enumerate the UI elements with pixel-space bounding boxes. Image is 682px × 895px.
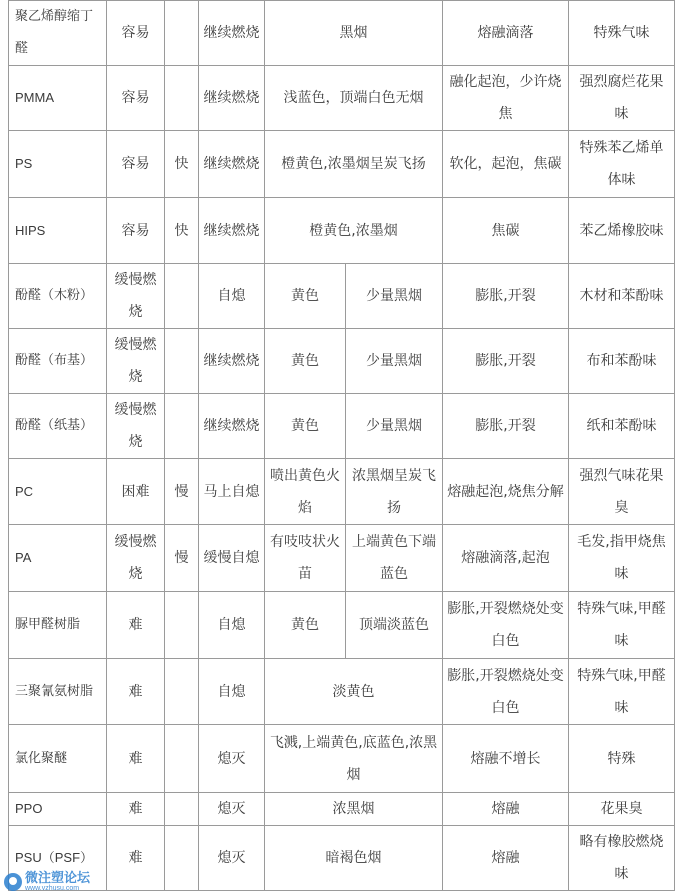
ignition-cell: 缓慢燃烧 [107,394,165,459]
table-row [9,592,675,659]
ignition-cell: 难 [107,725,165,793]
melt-state-cell: 熔融 [443,826,569,891]
ignition-cell: 容易 [107,131,165,198]
flame-description-cell: 橙黄色,浓墨烟呈炭飞扬 [265,131,443,198]
smoke-cell: 上端黄色下端蓝色 [346,525,443,592]
flame-color-cell: 黄色 [265,329,346,394]
burn-speed-cell [165,66,199,131]
ignition-cell: 困难 [107,459,165,525]
watermark-text [25,872,90,892]
melt-state-cell: 熔融 [443,793,569,826]
ignition-cell: 容易 [107,1,165,66]
melt-state-cell: 软化，起泡，焦碳 [443,131,569,198]
after-flame-cell: 熄灭 [199,725,265,793]
flame-description-cell: 黑烟 [265,1,443,66]
burn-speed-cell [165,793,199,826]
plastic-burning-table [8,0,675,891]
melt-state-cell: 融化起泡，少许烧焦 [443,66,569,131]
odor-cell: 强烈气味花果臭 [569,459,675,525]
after-flame-cell: 继续燃烧 [199,66,265,131]
odor-cell: 木材和苯酚味 [569,264,675,329]
odor-cell: 布和苯酚味 [569,329,675,394]
after-flame-cell: 继续燃烧 [199,1,265,66]
burn-speed-cell [165,725,199,793]
material-name-cell: HIPS [9,198,107,264]
ignition-cell: 难 [107,793,165,826]
burn-speed-cell: 慢 [165,525,199,592]
ignition-cell: 缓慢燃烧 [107,329,165,394]
burn-speed-cell [165,659,199,725]
after-flame-cell: 马上自熄 [199,459,265,525]
material-name-cell: 酚醛（布基） [9,329,107,394]
table-row [9,725,675,793]
odor-cell: 毛发,指甲烧焦味 [569,525,675,592]
table-row [9,264,675,329]
smoke-cell: 少量黑烟 [346,394,443,459]
material-name-cell: 酚醛（纸基） [9,394,107,459]
melt-state-cell: 膨胀,开裂 [443,394,569,459]
after-flame-cell: 继续燃烧 [199,329,265,394]
material-name-cell: 三聚氰氨树脂 [9,659,107,725]
table-row [9,826,675,891]
watermark-title: 微注塑论坛 [25,871,91,886]
material-name-cell: PA [9,525,107,592]
ignition-cell: 容易 [107,66,165,131]
flame-description-cell: 橙黄色,浓墨烟 [265,198,443,264]
melt-state-cell: 熔融滴落 [443,1,569,66]
melt-state-cell: 熔融滴落,起泡 [443,525,569,592]
ignition-cell: 容易 [107,198,165,264]
ignition-cell: 缓慢燃烧 [107,525,165,592]
melt-state-cell: 焦碳 [443,198,569,264]
material-name-cell: PS [9,131,107,198]
ignition-cell: 难 [107,659,165,725]
flame-color-cell: 有吱吱状火苗 [265,525,346,592]
table-row [9,66,675,131]
material-name-cell: 氯化聚醚 [9,725,107,793]
odor-cell: 强烈腐烂花果味 [569,66,675,131]
after-flame-cell: 自熄 [199,659,265,725]
burn-speed-cell [165,592,199,659]
ignition-cell: 缓慢燃烧 [107,264,165,329]
odor-cell: 苯乙烯橡胶味 [569,198,675,264]
watermark-url: www.vzhusu.com [25,885,80,892]
flame-color-cell: 黄色 [265,264,346,329]
smoke-cell: 少量黑烟 [346,329,443,394]
material-name-cell: PMMA [9,66,107,131]
material-name-cell: PPO [9,793,107,826]
odor-cell: 特殊 [569,725,675,793]
odor-cell: 特殊苯乙烯单体味 [569,131,675,198]
flame-description-cell: 浅蓝色，顶端白色无烟 [265,66,443,131]
after-flame-cell: 继续燃烧 [199,198,265,264]
burn-speed-cell [165,826,199,891]
burn-speed-cell [165,264,199,329]
table-row [9,329,675,394]
melt-state-cell: 膨胀,开裂 [443,264,569,329]
flame-description-cell: 飞溅,上端黄色,底蓝色,浓黑烟 [265,725,443,793]
watermark [4,871,90,893]
melt-state-cell: 熔融起泡,烧焦分解 [443,459,569,525]
material-name-cell: PC [9,459,107,525]
table-row [9,131,675,198]
flame-description-cell: 浓黑烟 [265,793,443,826]
table-row [9,659,675,725]
melt-state-cell: 膨胀,开裂燃烧处变白色 [443,592,569,659]
table-row [9,198,675,264]
flame-color-cell: 黄色 [265,592,346,659]
after-flame-cell: 缓慢自熄 [199,525,265,592]
burn-speed-cell: 慢 [165,459,199,525]
after-flame-cell: 自熄 [199,592,265,659]
after-flame-cell: 熄灭 [199,793,265,826]
burn-speed-cell: 快 [165,131,199,198]
odor-cell: 特殊气味,甲醛味 [569,592,675,659]
melt-state-cell: 膨胀,开裂 [443,329,569,394]
table-body [9,1,675,891]
material-name-cell: PSU（PSF） [9,826,107,891]
odor-cell: 特殊气味 [569,1,675,66]
table-row [9,394,675,459]
flame-description-cell: 暗褐色烟 [265,826,443,891]
burn-speed-cell [165,1,199,66]
after-flame-cell: 自熄 [199,264,265,329]
flame-description-cell: 淡黄色 [265,659,443,725]
after-flame-cell: 熄灭 [199,826,265,891]
forum-logo-icon [4,873,22,891]
odor-cell: 纸和苯酚味 [569,394,675,459]
material-name-cell: 酚醛（木粉） [9,264,107,329]
smoke-cell: 顶端淡蓝色 [346,592,443,659]
after-flame-cell: 继续燃烧 [199,394,265,459]
burn-speed-cell: 快 [165,198,199,264]
material-name-cell: 聚乙烯醇缩丁醛 [9,1,107,66]
odor-cell: 略有橡胶燃烧味 [569,826,675,891]
material-name-cell: 脲甲醛树脂 [9,592,107,659]
flame-color-cell: 喷出黄色火焰 [265,459,346,525]
after-flame-cell: 继续燃烧 [199,131,265,198]
ignition-cell: 难 [107,592,165,659]
table-row [9,459,675,525]
odor-cell: 特殊气味,甲醛味 [569,659,675,725]
smoke-cell: 少量黑烟 [346,264,443,329]
melt-state-cell: 熔融不增长 [443,725,569,793]
smoke-cell: 浓黑烟呈炭飞扬 [346,459,443,525]
melt-state-cell: 膨胀,开裂燃烧处变白色 [443,659,569,725]
odor-cell: 花果臭 [569,793,675,826]
table-row [9,793,675,826]
burn-speed-cell [165,329,199,394]
table-row [9,1,675,66]
ignition-cell: 难 [107,826,165,891]
table-row [9,525,675,592]
flame-color-cell: 黄色 [265,394,346,459]
burn-speed-cell [165,394,199,459]
